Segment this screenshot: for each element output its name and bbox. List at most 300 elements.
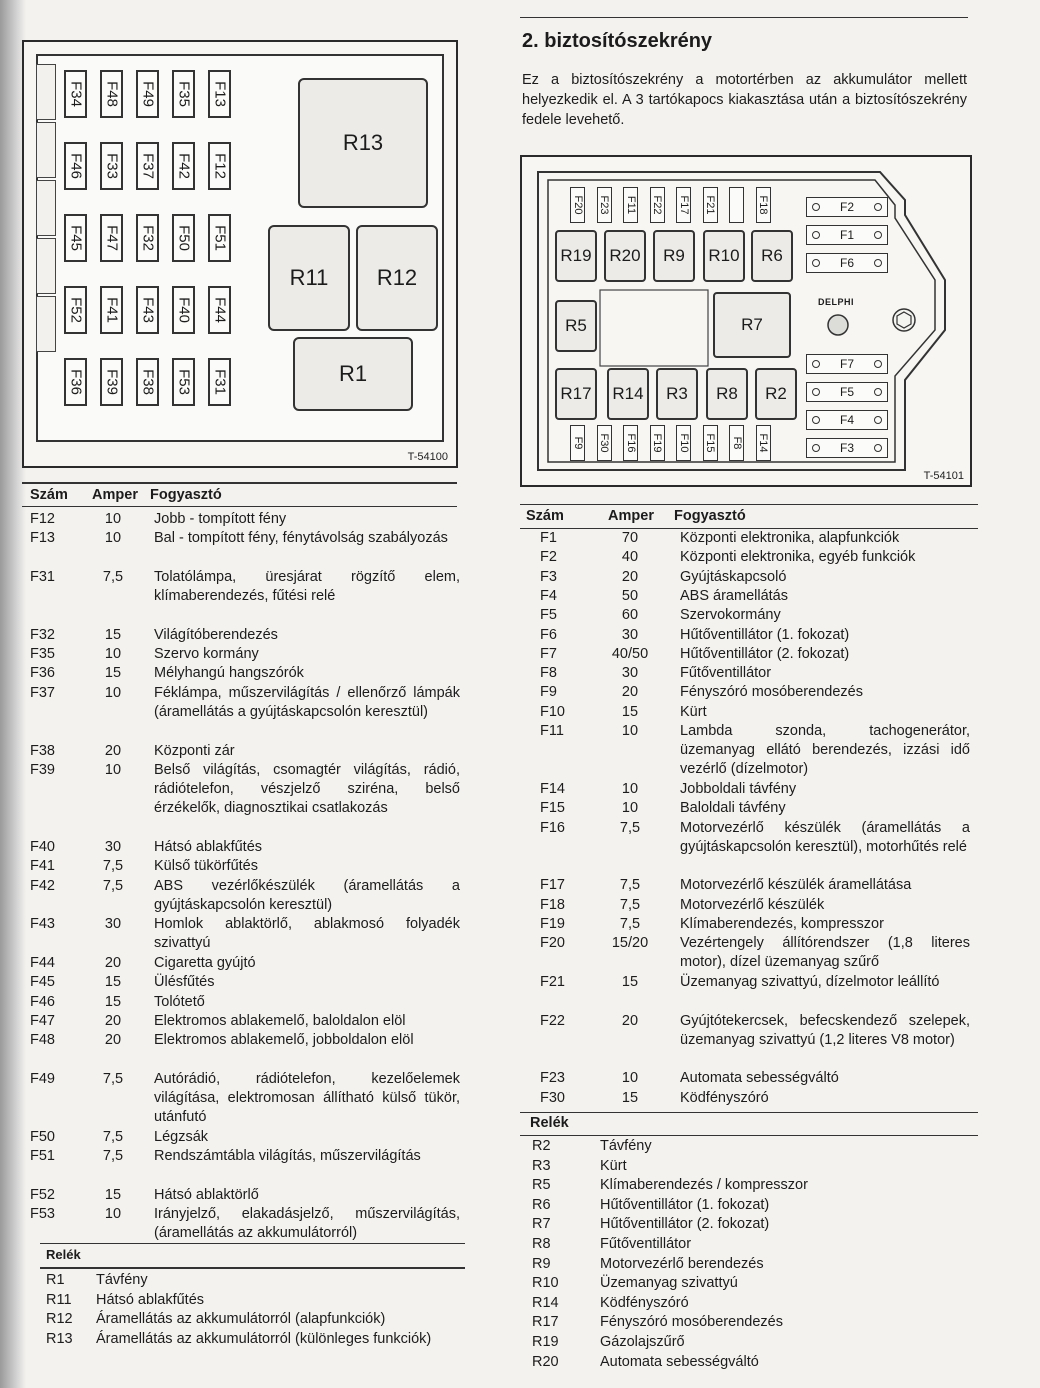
relay-description: Távfény [96,1272,148,1288]
relay-number: R10 [532,1275,559,1292]
amperage: 20 [104,1012,122,1029]
fuse-number: F11 [540,723,564,739]
relay-number: R20 [532,1353,559,1370]
table-row [30,857,460,876]
relay-row [46,1330,461,1349]
fuse-number: F21 [540,973,565,990]
fuse-label: F44 [211,297,228,323]
consumer: Belső világítás, csomagtér világítás, rádió, rádiótelefon, vészjelző sziréna, belső érzékelők, diagnosztikai csatlakozás [154,761,460,816]
relay-number: R5 [532,1177,551,1194]
fuse-number: F23 [540,1070,565,1087]
table-row [520,1089,970,1108]
fuse-label: F50 [175,225,192,251]
fuse-label: F14 [757,433,769,453]
table-row [30,838,460,857]
fuse-number: F32 [30,626,55,643]
relay-r8 [706,368,748,420]
fuse-label: F49 [139,81,156,107]
fuse-contact [874,444,882,452]
fuse-number: F39 [30,761,55,778]
relay-number: R1 [46,1272,65,1288]
amperage: 15 [104,665,122,682]
consumer: ABS vezérlőkészülék (áramellátás a gyújtáskapcsolón keresztül) [154,877,460,913]
consumer: Elektromos ablakemelő, baloldalon elöl [154,1012,406,1029]
maxi-fuse-slot [806,354,888,374]
fuse-contact [874,388,882,396]
table-row [520,568,970,587]
table-row [30,1128,460,1147]
fuse-label: F11 [624,195,637,215]
table-row [520,626,970,645]
fuse-number: F49 [30,1070,55,1087]
table-row [30,645,460,664]
fuse-number: F45 [30,974,55,991]
consumer: Légzsák [154,1128,209,1145]
relay-r7 [713,292,791,358]
table-row [520,915,970,934]
consumer: Hátsó ablakfűtés [154,839,263,856]
maxi-fuse-slot [806,197,888,217]
amperage: 7,5 [102,858,124,875]
fuse-label: F46 [67,153,84,179]
relay-row [532,1313,972,1332]
amperage: 7,5 [619,877,641,894]
consumer: Elektromos ablakemelő, jobboldalon elöl [154,1032,414,1049]
table-row [30,1147,460,1166]
fuse-label: F41 [103,297,120,323]
fuse-contact [874,231,882,239]
fuse-slot [650,187,665,223]
fuse-label: F42 [175,153,192,179]
relay-row [532,1255,972,1274]
fuse-number: F31 [30,568,55,585]
relay-label: R7 [741,315,763,334]
fuse-number: F18 [540,896,565,913]
consumer: Klímaberendezés, kompresszor [680,916,884,932]
fuse-slot [208,214,231,262]
fuse-number: F47 [30,1012,55,1029]
relay-description: Kürt [600,1157,627,1174]
relay-section-title: Relék [46,1247,81,1262]
fuse-slot [570,187,585,223]
amperage: 10 [621,1070,639,1087]
relay-label: R5 [565,316,587,335]
fuse-slot [136,286,159,334]
table-row [520,683,970,702]
table-row [30,529,460,548]
relay-label: R17 [560,384,592,403]
fuse-number: F1 [540,530,557,546]
consumer: Motorvezérlő készülék (áramellátás a gyújtáskapcsolón keresztül), motorhűtés relé [680,819,970,855]
fuse-label: F18 [757,195,769,215]
fuse-number: F7 [540,645,557,662]
table-row [30,742,460,761]
relay-row [532,1196,972,1215]
consumer: Fűtőventillátor [680,665,772,682]
col-consumer: Fogyasztó [674,508,746,524]
fuse-slot [136,70,159,118]
fuse-contact [812,231,820,239]
fuse-label: F21 [704,195,716,215]
table-row [520,548,970,567]
table-top-rule [22,482,457,484]
fuse-number: F50 [30,1128,55,1145]
consumer: Baloldali távfény [680,800,786,817]
table-row [30,1070,460,1127]
side-terminal [36,238,56,294]
relay-number: R12 [46,1311,73,1327]
relay-number: R2 [532,1138,551,1154]
relay-label: R6 [761,246,783,265]
fuse-number: F43 [30,916,55,933]
amperage: 20 [104,1032,122,1049]
consumer: Jobboldali távfény [680,780,797,797]
fuse-number: F9 [540,684,557,701]
fuse-contact [812,388,820,396]
col-number: Szám [526,508,564,524]
fuse-label: F20 [571,195,584,215]
fuse-label: F43 [139,297,156,323]
relay-row [46,1271,461,1290]
table-row [30,915,460,953]
relay-row [532,1215,972,1234]
fuse-number: F14 [540,780,565,797]
amperage: 15 [104,993,122,1010]
table-row [30,626,460,645]
fuse-label: F6 [839,256,854,270]
relay-r1 [293,337,413,411]
table-header [30,486,460,505]
relay-header-rule [40,1267,465,1269]
fuse-contact [812,259,820,267]
consumer: Lambda szonda, tachogenerátor, üzemanyag ellátó berendezés, izzási idő vezérlő (dízelmotor) [680,723,970,777]
relay-description: Automata sebességváltó [600,1353,759,1370]
maxi-fuse-slot [806,382,888,402]
fuse-label: F8 [730,436,743,450]
fuse-label: F51 [211,225,228,251]
fuse-label: F38 [139,369,156,395]
table-row [520,934,970,972]
fuse-slot [136,214,159,262]
fuse-slot [570,425,585,461]
amperage: 15 [621,1089,639,1106]
maxi-fuse-slot [806,410,888,430]
consumer: Hűtőventillátor (1. fokozat) [680,626,850,643]
fuse-slot [676,425,691,461]
table-row [520,1012,970,1050]
amperage: 10 [104,530,122,547]
relay-row [532,1176,972,1195]
fuse-slot [64,214,87,262]
fuse-slot [703,425,718,461]
fuse-slot [136,142,159,190]
fuse-label: F13 [211,81,228,107]
relay-r17 [555,368,597,420]
consumer: Mélyhangú hangszórók [154,665,304,682]
amperage: 15 [104,974,122,991]
fuse-label: F4 [839,413,854,427]
fuse-number: F13 [30,530,55,547]
fuse-number: F44 [30,954,55,971]
consumer: Tolótető [154,993,205,1010]
fuse-contact [874,259,882,267]
fuse-label: F53 [175,369,192,395]
table-row [30,1031,460,1050]
fuse-label: F31 [211,369,228,395]
fuse-slot [703,187,718,223]
col-amper: Amper [92,487,138,503]
consumer: Cigaretta gyújtó [154,954,256,971]
relay-number: R13 [46,1330,73,1347]
fuse-slot [729,187,744,223]
relay-description: Áramellátás az akkumulátorról (különleges funkciók) [96,1330,432,1347]
fuse-number: F46 [30,993,55,1010]
fuse-slot [172,214,195,262]
table-row [520,973,970,992]
table-row [30,568,460,606]
relay-row [532,1333,972,1352]
diagram-code: T-54100 [407,451,448,463]
relay-number: R8 [532,1236,551,1252]
relay-number: R7 [532,1216,551,1233]
amperage: 15 [621,973,639,990]
consumer: Vezértengely állítórendszer (1,8 literes motor), dízel üzemanyag szűrő [680,935,970,971]
fuse-contact [812,360,820,368]
col-number: Szám [30,487,68,503]
amperage: 40/50 [611,645,649,662]
relay-description: Üzemanyag szivattyú [600,1275,738,1292]
table-row [520,587,970,606]
fuse-number: F8 [540,665,557,682]
relay-r6 [751,230,793,282]
consumer: Hátsó ablaktörlő [154,1186,259,1203]
fuse-slot [136,358,159,406]
amperage: 7,5 [102,1070,124,1087]
amperage: 15 [104,1186,122,1203]
fuse-label: F30 [598,433,610,453]
relay-row [46,1291,461,1310]
fuse-slot [676,187,691,223]
consumer: Ülésfűtés [154,974,215,991]
amperage: 7,5 [102,1147,124,1164]
relay-row [532,1157,972,1176]
relay-label: R8 [716,384,738,403]
consumer: Motorvezérlő készülék áramellátása [680,877,912,894]
consumer: Szervokormány [680,607,781,624]
fuse-label: F45 [67,225,84,251]
fuse-number: F3 [540,568,557,585]
fuse-number: F42 [30,877,55,894]
relay-label: R9 [663,246,685,265]
amperage: 20 [621,684,639,701]
fuse-number: F40 [30,839,55,856]
table-row [520,1069,970,1088]
relay-number: R14 [532,1294,559,1311]
amperage: 7,5 [619,916,641,932]
consumer: Külső tükörfűtés [154,858,258,875]
relay-row [532,1235,972,1254]
relay-description: Fűtőventillátor [600,1236,692,1252]
amperage: 30 [621,626,639,643]
consumer: Homlok ablaktörlő, ablakmosó folyadék szivattyú [154,916,460,952]
table-top-rule [520,504,978,505]
table-row [520,722,970,779]
consumer: Féklámpa, műszervilágítás / ellenőrző lámpák (áramellátás a gyújtáskapcsolón keresztül) [154,684,460,720]
diagram-code: T-54101 [923,470,964,482]
amperage: 20 [104,742,122,759]
fuse-label: F7 [839,357,854,371]
consumer: Autórádió, rádiótelefon, kezelőelemek világítása, elektromosan állítható külső tükör, utánfutó [154,1070,460,1125]
relay-row [532,1137,972,1156]
relay-description: Ködfényszóró [600,1294,689,1311]
relay-label: R3 [666,384,688,403]
col-consumer: Fogyasztó [150,487,222,503]
consumer: Tolatólámpa, üresjárat rögzítő elem, klímaberendezés, fűtési relé [154,568,460,604]
amperage: 15/20 [611,935,649,952]
fuse-label: F23 [598,195,610,215]
fuse-number: F15 [540,800,565,817]
relay-description: Hűtőventillátor (1. fokozat) [600,1196,770,1213]
relay-r13 [298,78,428,208]
amperage: 10 [104,1205,122,1222]
amperage: 10 [104,761,122,778]
amperage: 7,5 [102,568,124,585]
fuse-slot [172,70,195,118]
amperage: 50 [621,587,639,604]
relay-r9 [653,230,695,282]
fuse-label: F37 [139,153,156,179]
fuse-slot [172,286,195,334]
relay-row [46,1310,461,1329]
fuse-label: F32 [139,225,156,251]
delphi-logo: DELPHI [818,297,855,307]
fuse-label: F15 [704,433,716,453]
amperage: 30 [104,916,122,933]
amperage: 7,5 [102,877,124,894]
side-terminal [36,64,56,120]
relay-label: R11 [289,265,329,290]
relay-r19 [555,230,597,282]
fuse-label: F10 [677,433,690,453]
fuse-label: F19 [651,433,663,453]
amperage: 10 [104,511,122,527]
relay-top-rule [520,1112,978,1113]
relay-label: R1 [338,361,368,386]
amperage: 10 [621,723,639,739]
table-row [30,1012,460,1031]
relay-r11 [268,225,350,331]
relay-description: Fényszóró mosóberendezés [600,1314,783,1331]
fuse-slot [208,286,231,334]
fuse-label: F16 [624,433,637,453]
table-row [520,606,970,625]
consumer: Ködfényszóró [680,1089,769,1106]
fuse-slot [208,70,231,118]
table-header-rule [520,528,978,529]
fuse-number: F51 [30,1147,55,1164]
consumer: Automata sebességváltó [680,1070,839,1087]
fuse-slot [597,425,612,461]
relay-number: R6 [532,1196,551,1213]
relay-r2 [755,368,797,420]
fuse-label: F2 [839,200,854,214]
fuse-number: F52 [30,1186,55,1203]
amperage: 10 [104,684,122,701]
fuse-number: F30 [540,1089,565,1106]
table-row [520,819,970,857]
fuse-slot [172,142,195,190]
fuse-contact [874,416,882,424]
relay-number: R3 [532,1157,551,1174]
consumer: Központi zár [154,742,235,759]
relay-description: Áramellátás az akkumulátorról (alapfunkciók) [96,1311,386,1327]
fuse-number: F6 [540,626,557,643]
relay-label: R12 [376,265,418,290]
fuse-label: F34 [67,81,84,107]
relay-header-rule [520,1135,978,1136]
fuse-contact [874,203,882,211]
fuse-label: F52 [67,297,84,323]
consumer: Kürt [680,703,707,720]
table-row [520,664,970,683]
relay-label: R2 [765,384,787,403]
table-row [520,703,970,722]
table-row [30,877,460,915]
table-row [30,664,460,683]
fuse-slot [756,425,771,461]
fuse-number: F20 [540,935,565,952]
intro-paragraph: Ez a biztosítószekrény a motortérben az akkumulátor mellett helyezkedik el. A 3 tartókapocs kiakasztása után a biztosítószekrény fedele levehető. [522,72,967,128]
fuse-number: F48 [30,1032,55,1049]
table-header [520,507,980,526]
relay-number: R9 [532,1255,551,1272]
table-row [520,780,970,799]
fuse-table-1 [30,486,460,1266]
relay-label: R20 [609,246,641,265]
consumer: Rendszámtábla világítás, műszervilágítás [154,1147,421,1164]
fuse-label: F40 [175,297,192,323]
fuse-slot [623,425,638,461]
relay-r5 [555,300,597,352]
consumer: Bal - tompított fény, fénytávolság szabályozás [154,530,448,547]
fuse-slot [597,187,612,223]
fuse-number: F12 [30,511,55,527]
table-row [30,973,460,992]
fuse-label: F48 [103,81,120,107]
relay-number: R17 [532,1314,559,1331]
fuse-number: F36 [30,665,55,682]
fuse-label: F5 [839,385,854,399]
fuse-slot [100,286,123,334]
amperage: 7,5 [102,1128,124,1145]
amperage: 70 [621,530,639,546]
consumer: Központi elektronika, alapfunkciók [680,530,900,546]
fuse-slot [172,358,195,406]
fuse-number: F16 [540,819,565,836]
amperage: 30 [104,839,122,856]
fuse-slot [64,358,87,406]
amperage: 15 [621,703,639,720]
consumer: Hűtőventillátor (2. fokozat) [680,645,850,662]
fuse-number: F37 [30,684,55,701]
amperage: 7,5 [619,896,641,913]
fuse-label: F1 [839,228,854,242]
side-terminal [36,180,56,236]
relay-top-rule [40,1243,465,1244]
consumer: Világítóberendezés [154,626,278,643]
fuse-slot [100,358,123,406]
amperage: 10 [104,646,122,663]
